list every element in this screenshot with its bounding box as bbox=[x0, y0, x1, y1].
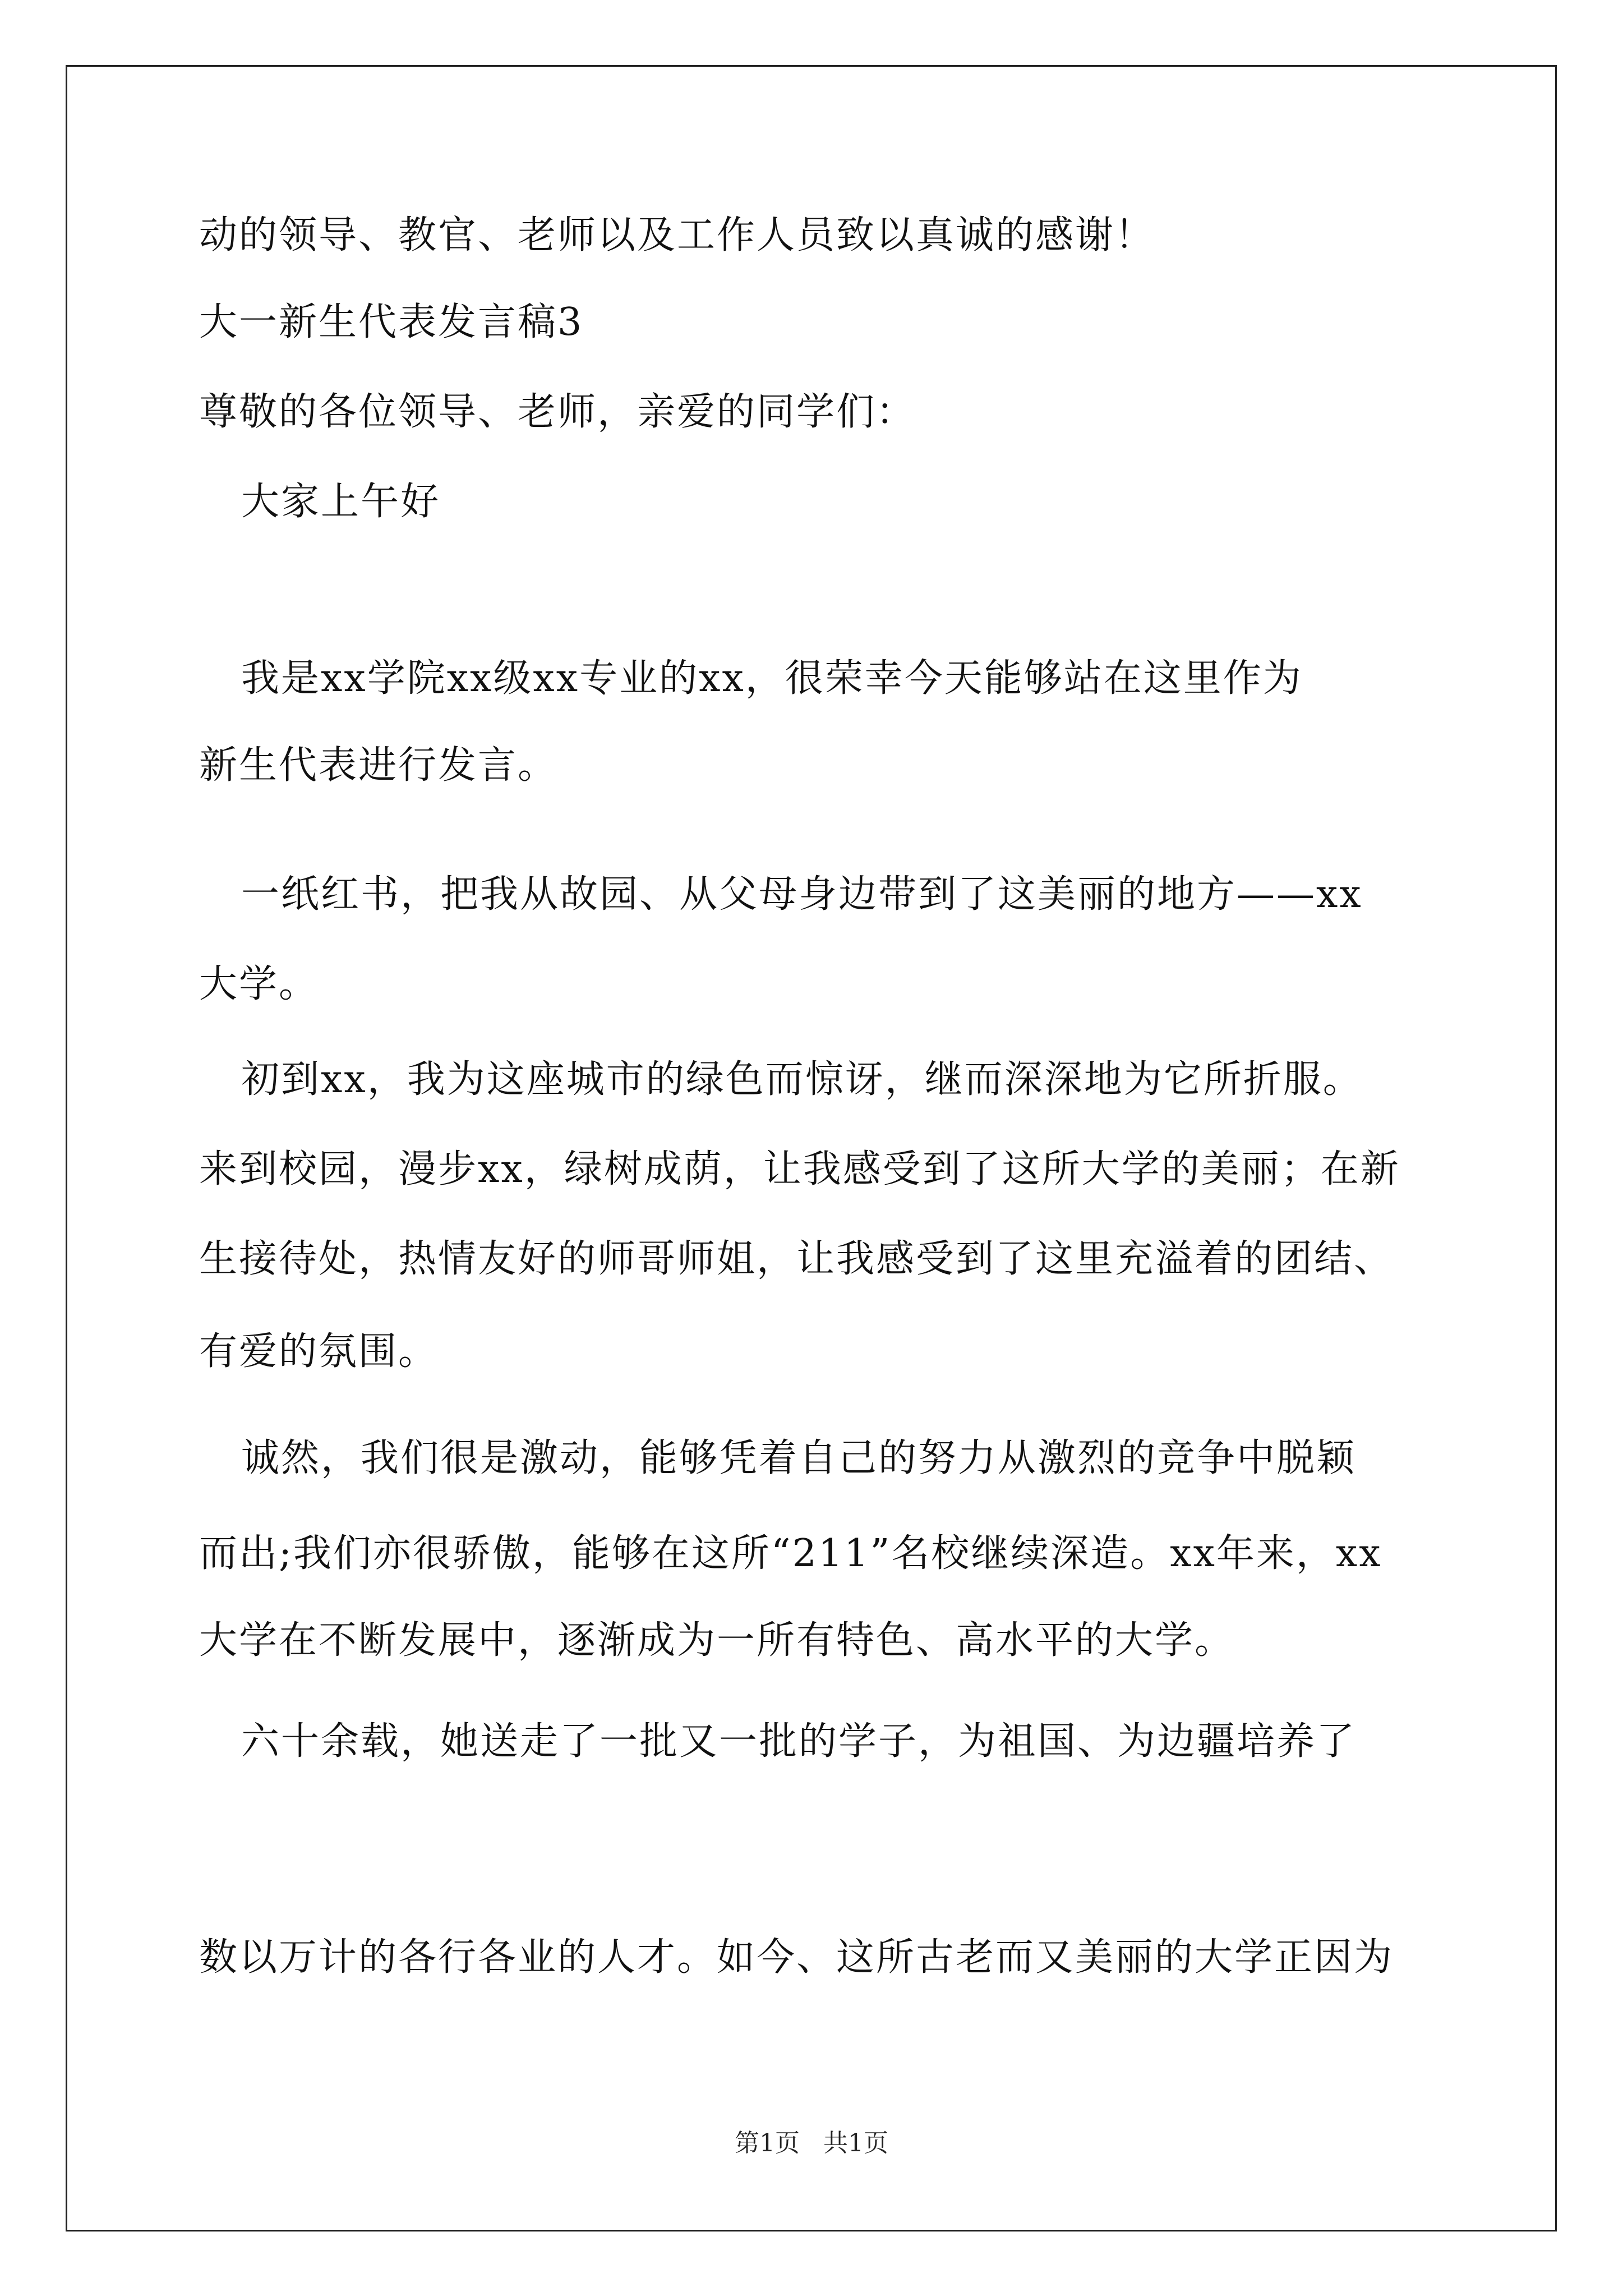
paragraph-line-5: 我是xx学院xx级xx专业的xx，很荣幸今天能够站在这里作为 bbox=[241, 656, 1303, 701]
paragraph-line-7: 一纸红书，把我从故园、从父母身边带到了这美丽的地方——xx bbox=[241, 872, 1363, 917]
paragraph-line-8: 大学。 bbox=[199, 962, 319, 1006]
paragraph-line-12: 有爱的氛围。 bbox=[199, 1329, 439, 1374]
paragraph-line-14: 而出;我们亦很骄傲，能够在这所“211”名校继续深造。xx年来，xx bbox=[199, 1531, 1382, 1576]
salutation: 尊敬的各位领导、老师，亲爱的同学们： bbox=[199, 390, 916, 434]
paragraph-line-10: 来到校园，漫步xx，绿树成荫，让我感受到了这所大学的美丽；在新 bbox=[199, 1147, 1400, 1191]
section-heading: 大一新生代表发言稿3 bbox=[199, 300, 584, 344]
paragraph-line-6: 新生代表进行发言。 bbox=[199, 743, 558, 788]
text-line-1: 动的领导、教官、老师以及工作人员致以真诚的感谢！ bbox=[199, 213, 1155, 257]
paragraph-line-15: 大学在不断发展中，逐渐成为一所有特色、高水平的大学。 bbox=[199, 1618, 1235, 1663]
paragraph-line-11: 生接待处，热情友好的师哥师姐，让我感受到了这里充溢着的团结、 bbox=[199, 1237, 1394, 1281]
paragraph-line-17: 数以万计的各行各业的人才。如今、这所古老而又美丽的大学正因为 bbox=[199, 1935, 1394, 1980]
paragraph-line-13: 诚然，我们很是激动，能够凭着自己的努力从激烈的竞争中脱颖 bbox=[241, 1436, 1357, 1480]
paragraph-line-16: 六十余载，她送走了一批又一批的学子，为祖国、为边疆培养了 bbox=[241, 1719, 1357, 1764]
paragraph-line-9: 初到xx，我为这座城市的绿色而惊讶，继而深深地为它所折服。 bbox=[241, 1057, 1363, 1102]
greeting: 大家上午好 bbox=[241, 480, 441, 524]
page-footer: 第1页 共1页 bbox=[735, 2129, 888, 2157]
